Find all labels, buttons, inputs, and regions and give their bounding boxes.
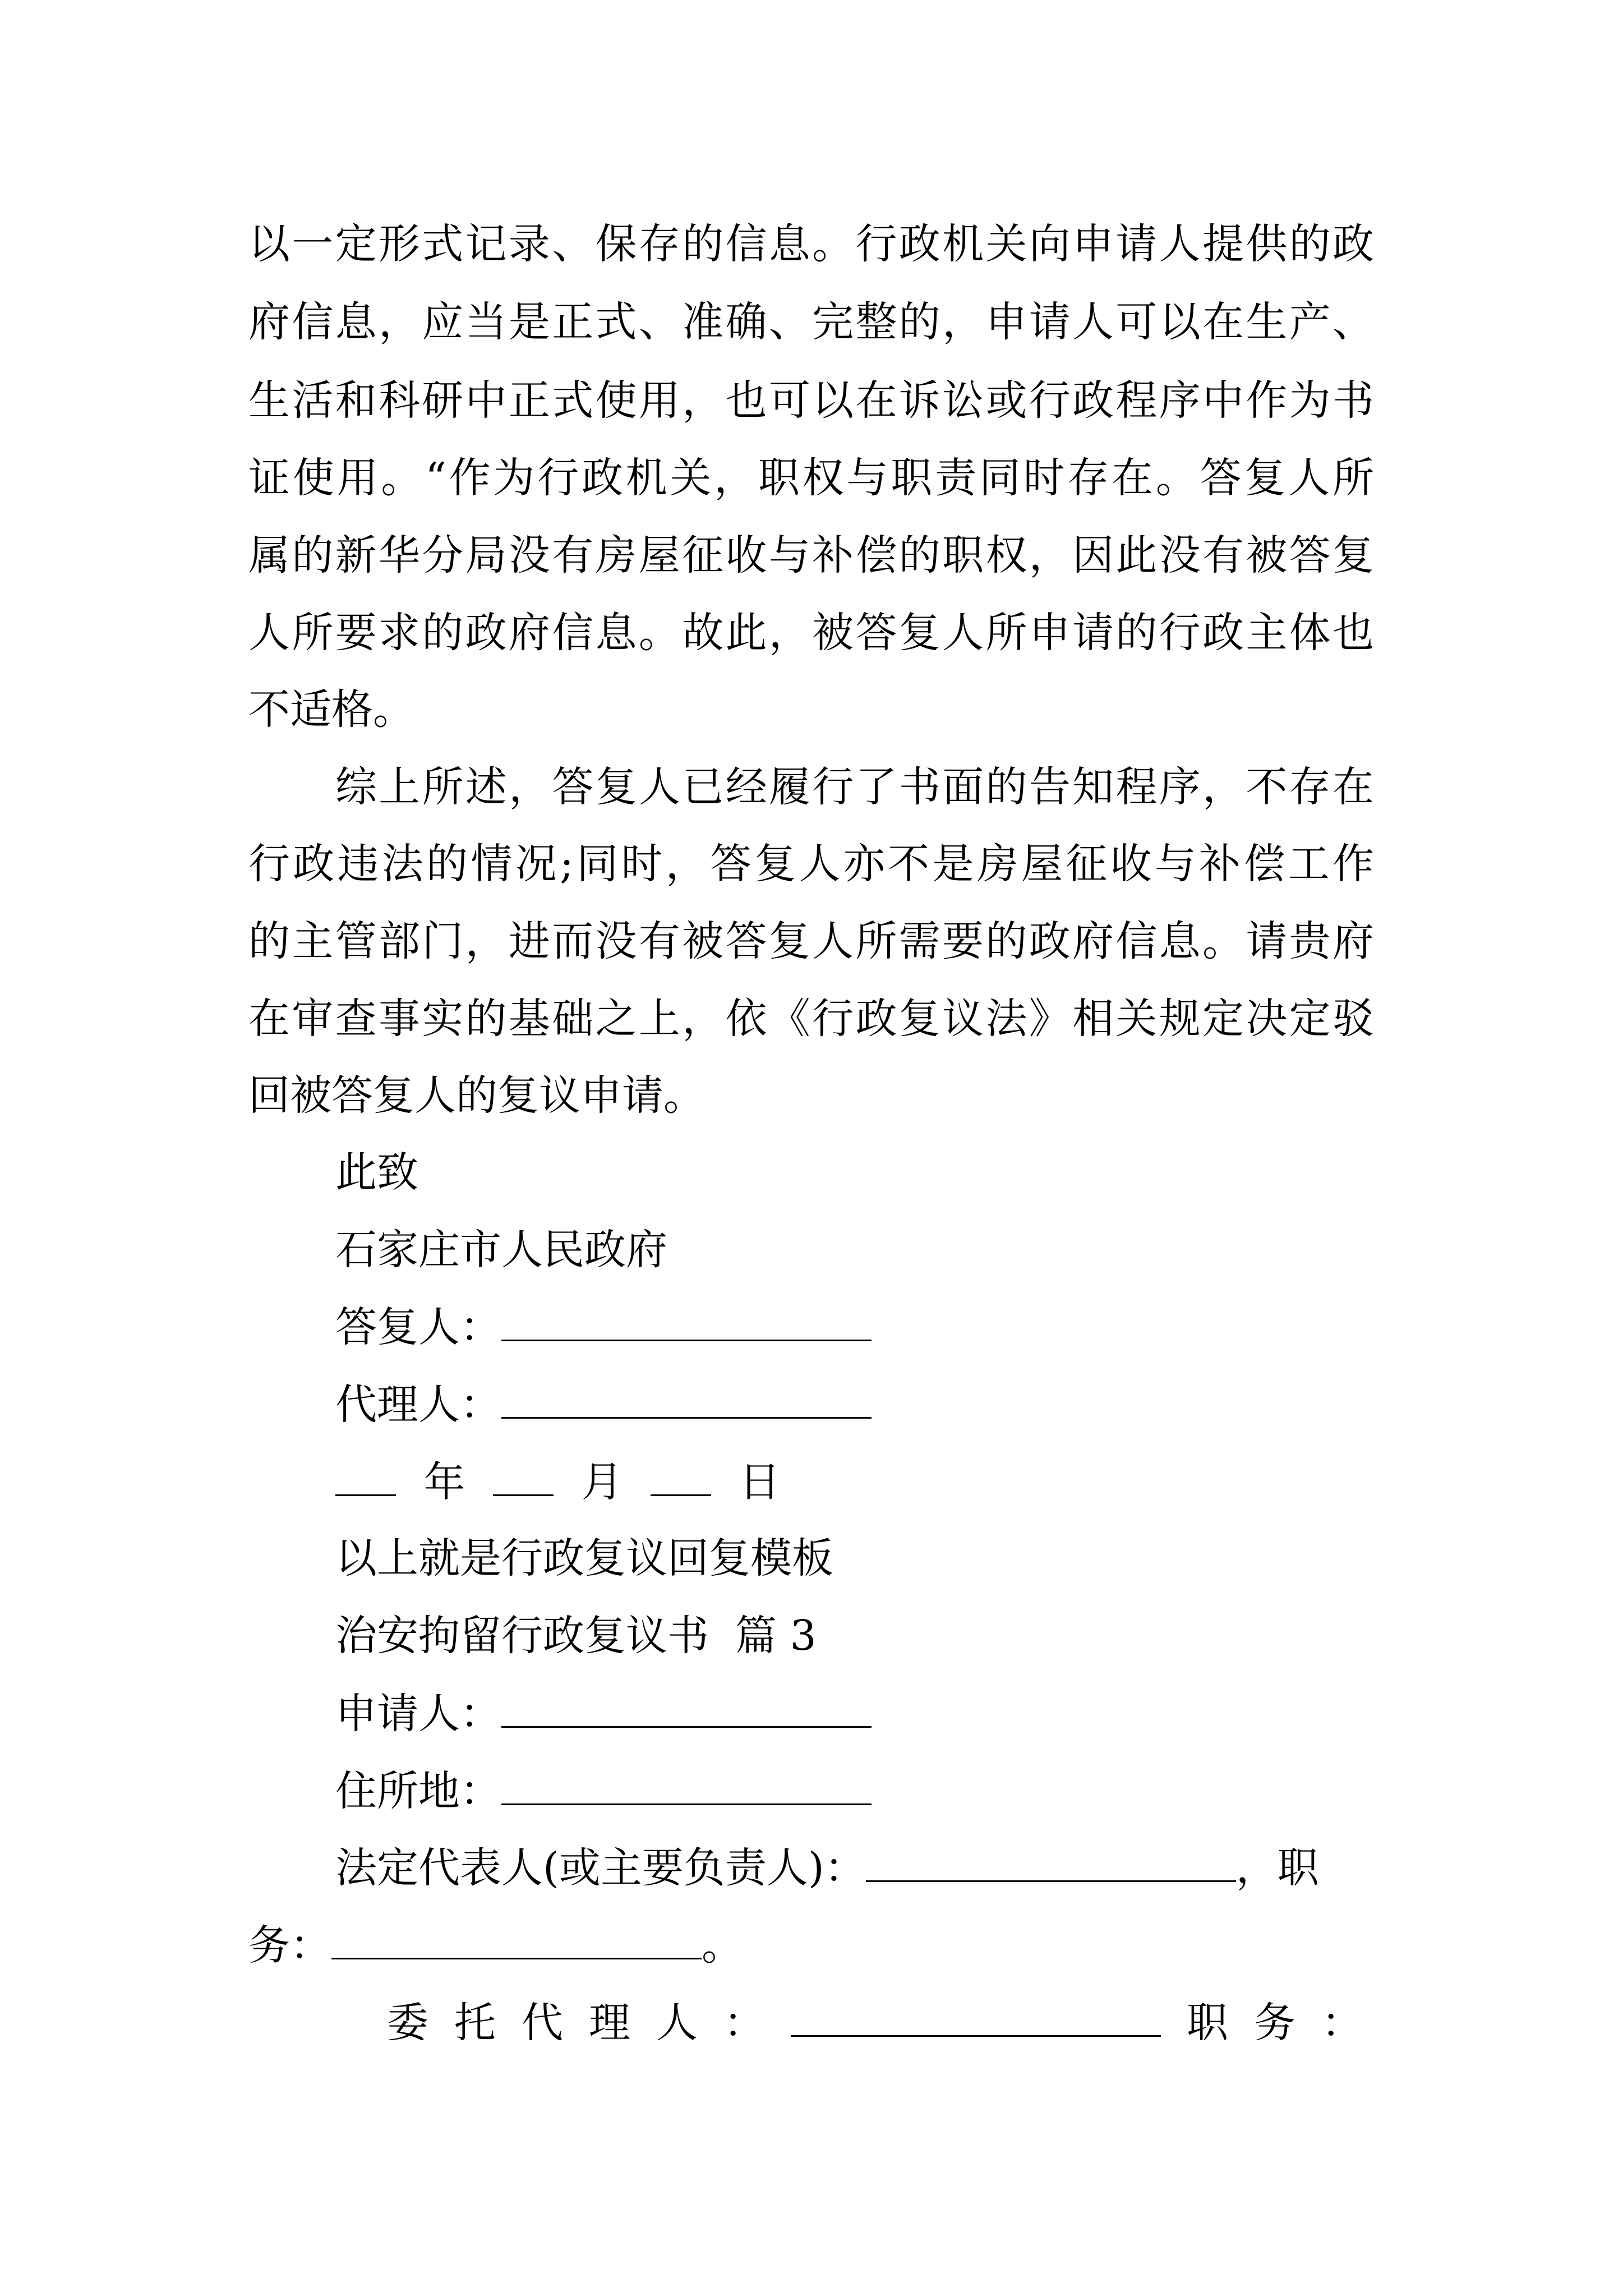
month-label: 月: [581, 1458, 623, 1506]
year-label: 年: [423, 1458, 465, 1506]
paragraph-line: 人所要求的政府信息。故此，被答复人所申请的行政主体也: [248, 609, 1374, 657]
legal-rep-label: 法定代表人(或主要负责人)：: [335, 1844, 866, 1892]
address-line: [335, 1767, 872, 1815]
entrusted-agent-char: 代: [522, 1999, 563, 2047]
agent-label: 代理人：: [335, 1381, 501, 1429]
closing-note: 以上就是行政复议回复模板: [335, 1534, 833, 1582]
entrusted-agent-char: 理: [589, 1999, 630, 2047]
paragraph-line: 属的新华分局没有房屋征收与补偿的职权，因此没有被答复: [248, 531, 1374, 579]
respondent-blank: [501, 1306, 872, 1341]
applicant-line: [335, 1690, 872, 1738]
paragraph-line: 综上所述，答复人已经履行了书面的告知程序，不存在: [335, 763, 1374, 811]
position-suffix: 。: [702, 1921, 743, 1970]
entrusted-position-char: 职: [1187, 1999, 1228, 2047]
entrusted-agent-char: 托: [454, 1999, 496, 2047]
date-line: [335, 1458, 795, 1506]
paragraph-line: 行政违法的情况;同时，答复人亦不是房屋征收与补偿工作: [248, 840, 1374, 888]
paragraph-line: 不适格。: [248, 685, 414, 734]
paragraph-line: 以一定形式记录、保存的信息。行政机关向申请人提供的政: [248, 220, 1374, 268]
entrusted-agent-blank: [791, 2001, 1161, 2037]
paragraph-line: 回被答复人的复议申请。: [248, 1071, 705, 1120]
respondent-label: 答复人：: [335, 1303, 501, 1351]
day-blank: [651, 1461, 711, 1496]
salutation: 此致: [335, 1148, 418, 1197]
legal-rep-line: [335, 1844, 1319, 1892]
entrusted-position-char: 务: [1254, 1999, 1295, 2047]
section-title: 治安拘留行政复议书 篇 3: [335, 1612, 817, 1660]
address-label: 住所地：: [335, 1767, 501, 1815]
respondent-line: [335, 1303, 872, 1351]
position-blank: [331, 1924, 702, 1959]
agent-blank: [501, 1383, 872, 1419]
entrusted-agent-line: [387, 1999, 1363, 2047]
paragraph-line: 证使用。“作为行政机关，职权与职责同时存在。答复人所: [248, 454, 1374, 502]
position-line: [248, 1921, 743, 1970]
position-label: 务：: [248, 1921, 331, 1970]
paragraph-line: 府信息，应当是正式、准确、完整的，申请人可以在生产、: [248, 298, 1374, 346]
paragraph-line: 生活和科研中正式使用，也可以在诉讼或行政程序中作为书: [248, 376, 1374, 425]
day-label: 日: [739, 1458, 781, 1506]
year-blank: [335, 1461, 396, 1496]
legal-rep-blank: [866, 1847, 1236, 1882]
applicant-label: 申请人：: [335, 1690, 501, 1738]
recipient: 石家庄市人民政府: [335, 1226, 667, 1274]
address-blank: [501, 1770, 872, 1805]
applicant-blank: [501, 1692, 872, 1728]
entrusted-agent-char: ：: [723, 1999, 765, 2047]
entrusted-agent-char: 人: [656, 1999, 698, 2047]
paragraph-line: 在审查事实的基础之上，依《行政复议法》相关规定决定驳: [248, 995, 1374, 1043]
legal-rep-suffix: ，职: [1235, 1844, 1319, 1892]
month-blank: [493, 1461, 554, 1496]
entrusted-position-char: ：: [1321, 1999, 1363, 2047]
paragraph-line: 的主管部门，进而没有被答复人所需要的政府信息。请贵府: [248, 917, 1374, 965]
agent-line: [335, 1381, 872, 1429]
entrusted-agent-char: 委: [387, 1999, 428, 2047]
